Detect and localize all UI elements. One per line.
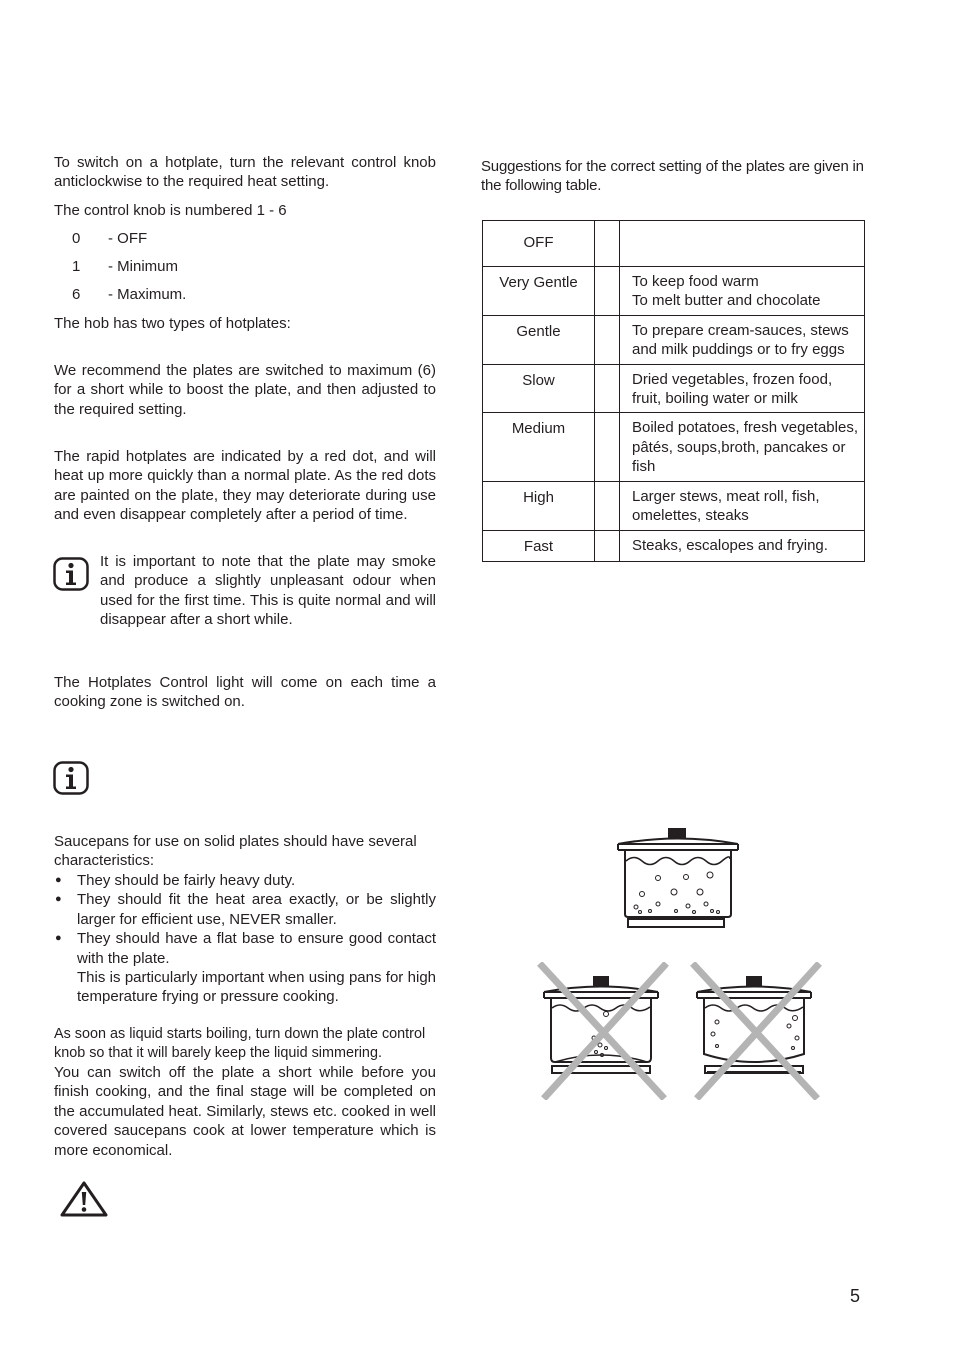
use-cell: Steaks, escalopes and frying. xyxy=(620,530,865,561)
list-item-continuation: This is particularly important when using pans for high temperature frying or pressure cooking. xyxy=(77,969,436,1006)
knob-number: 6 xyxy=(72,286,81,303)
suggestions-text: Suggestions for the correct setting of the plates are given in the following table. xyxy=(481,158,864,195)
saucepan-convex-base-crossed xyxy=(689,962,823,1100)
bullet-icon: ● xyxy=(55,893,62,906)
page-number: 5 xyxy=(850,1286,861,1306)
table-row xyxy=(483,315,865,364)
recommend-text: We recommend the plates are switched to maximum (6) for a short while to boost the plate, and then adjusted to the required setting. xyxy=(54,362,436,418)
table-cell xyxy=(595,530,620,561)
table-row xyxy=(483,221,865,267)
info-icon xyxy=(53,761,89,795)
knob-number: 1 xyxy=(72,258,81,275)
saucepan-concave-base-crossed xyxy=(536,962,670,1100)
saucepan-characteristics-list xyxy=(54,871,436,1007)
use-cell: Larger stews, meat roll, fish, omelettes, steaks xyxy=(620,481,865,530)
table-row xyxy=(483,364,865,413)
info-icon xyxy=(53,557,89,591)
heat-level-cell: Medium xyxy=(483,413,595,481)
heat-level-cell: Slow xyxy=(483,364,595,413)
use-cell: Dried vegetables, frozen food, fruit, boiling water or milk xyxy=(620,364,865,413)
use-line: To keep food warm xyxy=(632,273,759,290)
heat-level-cell: Gentle xyxy=(483,315,595,364)
table-cell xyxy=(595,315,620,364)
knob-description: - OFF xyxy=(108,230,148,247)
table-cell xyxy=(595,364,620,413)
knob-number: 0 xyxy=(72,230,81,247)
list-item: ● They should be fairly heavy duty. xyxy=(55,872,296,889)
hotplate-settings-table xyxy=(482,220,865,562)
heat-level-cell: High xyxy=(483,481,595,530)
list-item: ● They should fit the heat area exactly, or be slightly larger for efficient use, NEVER smaller. xyxy=(55,891,436,928)
knob-description: - Maximum. xyxy=(108,286,187,303)
bullet-icon: ● xyxy=(55,932,62,945)
table-row xyxy=(483,413,865,481)
table-cell xyxy=(595,413,620,481)
accumulated-heat-text: You can switch off the plate a short while before you finish cooking, and the final stage will be completed on the accumulated heat. Similarly, stews etc. cooked in well covered saucepans cook at lower temperature which is more economical. xyxy=(54,1064,436,1159)
bullet-icon: ● xyxy=(55,874,62,886)
table-cell xyxy=(595,221,620,267)
heat-level-cell: Fast xyxy=(483,530,595,561)
table-row xyxy=(483,530,865,561)
smoke-note-text: It is important to note that the plate may smoke and produce a slightly unpleasant odour when used for the first time. This is quite normal and will disappear after a short while. xyxy=(100,553,436,629)
table-cell xyxy=(595,481,620,530)
knob-numbered-text: The control knob is numbered 1 - 6 xyxy=(54,202,287,219)
heat-level-cell: Very Gentle xyxy=(483,267,595,316)
switch-on-text: To switch on a hotplate, turn the relevant control knob anticlockwise to the required heat setting. xyxy=(54,154,436,191)
use-line: To melt butter and chocolate xyxy=(632,292,821,310)
knob-description: - Minimum xyxy=(108,258,178,275)
two-types-text: The hob has two types of hotplates: xyxy=(54,315,291,332)
warning-icon xyxy=(59,1180,109,1218)
table-cell xyxy=(595,267,620,316)
table-row xyxy=(483,267,865,316)
heat-level-cell: OFF xyxy=(483,221,595,267)
use-cell xyxy=(620,221,865,267)
list-item: ● They should have a flat base to ensure good contact with the plate. xyxy=(55,930,436,967)
rapid-hotplates-text: The rapid hotplates are indicated by a red dot, and will heat up more quickly than a normal plate. As the red dots are painted on the plate, they may deteriorate during use and even disappear completely after a period of time. xyxy=(54,448,436,524)
boiling-text: As soon as liquid starts boiling, turn down the plate control knob so that it will barely keep the liquid simmering. xyxy=(54,1026,426,1062)
control-light-text: The Hotplates Control light will come on each time a cooking zone is switched on. xyxy=(54,674,436,711)
saucepan-correct-illustration xyxy=(614,826,742,930)
use-cell: To prepare cream-sauces, stews and milk puddings or to fry eggs xyxy=(620,315,865,364)
use-cell xyxy=(620,267,865,316)
table-row xyxy=(483,481,865,530)
use-cell: Boiled potatoes, fresh vegetables, pâtés, soups,broth, pancakes or fish xyxy=(620,413,865,481)
saucepans-intro-text: Saucepans for use on solid plates should have several characteristics: xyxy=(54,833,417,870)
